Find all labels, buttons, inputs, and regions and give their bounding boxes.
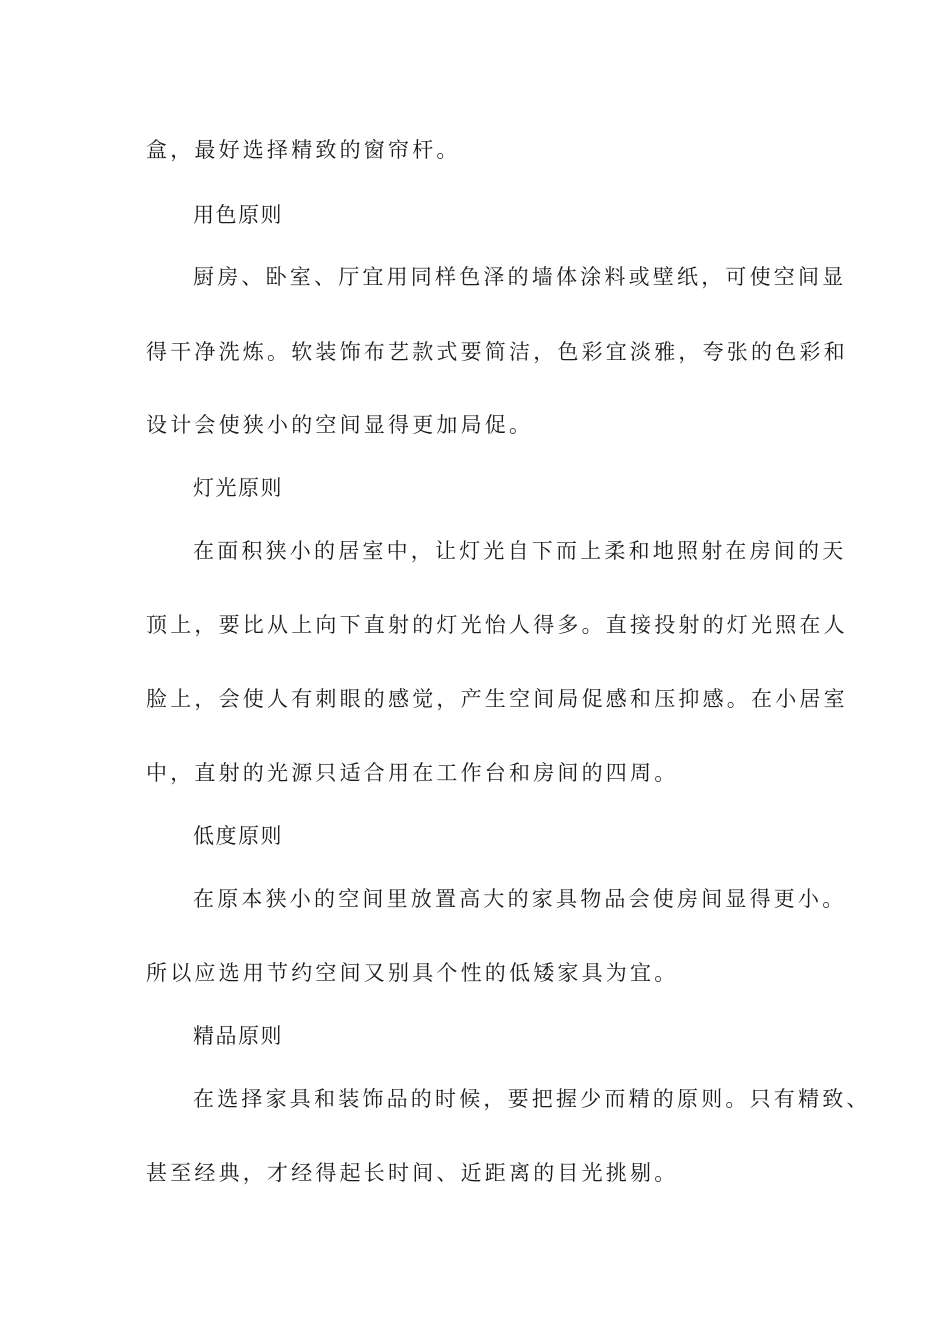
paragraph-line: 在面积狭小的居室中，让灯光自下而上柔和地照射在房间的天 <box>193 539 847 563</box>
paragraph-line: 得干净洗炼。软装饰布艺款式要简洁，色彩宜淡雅，夸张的色彩和 <box>146 340 848 364</box>
paragraph-line: 中，直射的光源只适合用在工作台和房间的四周。 <box>146 761 679 785</box>
section-heading-low-height: 低度原则 <box>193 824 283 848</box>
paragraph-line: 设计会使狭小的空间显得更加局促。 <box>146 413 534 437</box>
section-heading-color: 用色原则 <box>193 203 283 227</box>
paragraph-line: 顶上，要比从上向下直射的灯光怡人得多。直接投射的灯光照在人 <box>146 613 848 637</box>
section-heading-quality: 精品原则 <box>193 1024 283 1048</box>
paragraph-line: 所以应选用节约空间又别具个性的低矮家具为宜。 <box>146 961 679 985</box>
section-heading-lighting: 灯光原则 <box>193 476 283 500</box>
paragraph-line: 甚至经典，才经得起长时间、近距离的目光挑剔。 <box>146 1161 679 1185</box>
paragraph-line: 厨房、卧室、厅宜用同样色泽的墙体涂料或壁纸，可使空间显 <box>193 265 847 289</box>
paragraph-line: 脸上，会使人有刺眼的感觉，产生空间局促感和压抑感。在小居室 <box>146 687 848 711</box>
paragraph-line: 在原本狭小的空间里放置高大的家具物品会使房间显得更小。 <box>193 887 847 911</box>
paragraph-line: 在选择家具和装饰品的时候，要把握少而精的原则。只有精致、 <box>193 1087 871 1111</box>
paragraph-line: 盒，最好选择精致的窗帘杆。 <box>146 138 461 162</box>
